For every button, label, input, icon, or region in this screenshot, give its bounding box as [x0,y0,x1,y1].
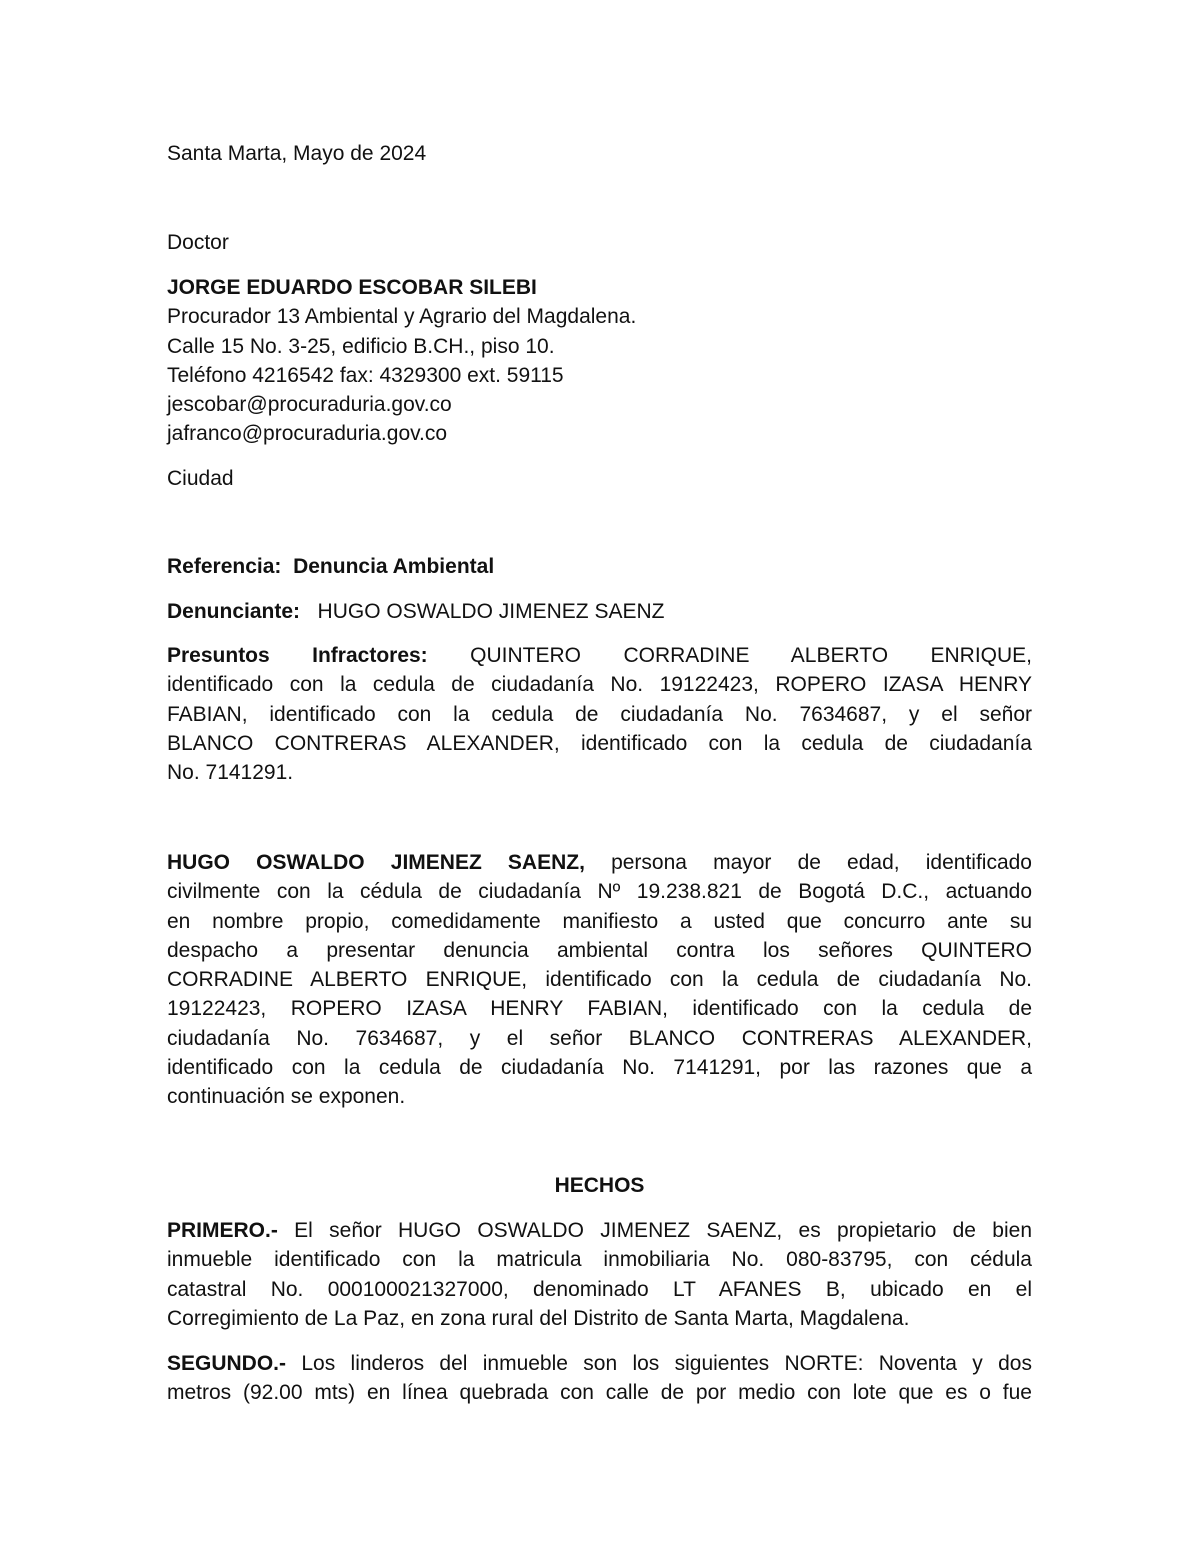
intro-line: civilmente con la cédula de ciudadanía Nº 19.238.821 de Bogotá D.C., actuando [167,880,1032,904]
recipient-email-2: jafranco@procuraduria.gov.co [167,422,448,446]
offenders-line [167,641,1032,670]
complainant-text [167,597,1032,626]
recipient-title: Procurador 13 Ambiental y Agrario del Magdalena. [167,305,637,329]
intro-line: ciudadanía No. 7634687, y el señor BLANCO CONTRERAS ALEXANDER, [167,1026,1032,1050]
reference-value: Denuncia Ambiental [293,555,495,578]
reference-label: Referencia: [167,555,282,578]
intro-paragraph [167,848,1032,1112]
intro-line-text: persona mayor de edad, identificado [611,851,1032,874]
recipient-block [167,273,1032,449]
fact-first-paragraph [167,1216,1032,1333]
reference-line [167,552,1032,581]
intro-line [167,848,1032,877]
offenders-line-text: QUINTERO CORRADINE ALBERTO ENRIQUE, [470,644,1032,667]
recipient-phone: Teléfono 4216542 fax: 4329300 ext. 59115 [167,363,564,387]
fact-first-line: Corregimiento de La Paz, en zona rural del Distrito de Santa Marta, Magdalena. [167,1306,910,1330]
salutation-text: Doctor [167,231,229,254]
offenders-label: Presuntos Infractores: [167,644,428,667]
fact-second-line: metros (92.00 mts) en línea quebrada con calle de por medio con lote que es o fue [167,1381,1032,1405]
fact-second-line-text: Los linderos del inmueble son los siguientes NORTE: Noventa y dos [301,1352,1032,1375]
intro-name: HUGO OSWALDO JIMENEZ SAENZ, [167,851,585,874]
complainant-line [167,597,1032,626]
facts-heading-block [167,1171,1032,1200]
fact-first-line-text: El señor HUGO OSWALDO JIMENEZ SAENZ, es propietario de bien [294,1219,1032,1242]
intro-line: identificado con la cedula de ciudadanía No. 7141291, por las razones que a [167,1056,1032,1080]
reference-text [167,552,1032,581]
offenders-line: FABIAN, identificado con la cedula de ciudadanía No. 7634687, y el señor [167,702,1032,726]
recipient-address: Calle 15 No. 3-25, edificio B.CH., piso 10. [167,334,555,358]
intro-line: 19122423, ROPERO IZASA HENRY FABIAN, identificado con la cedula de [167,997,1032,1021]
intro-line: despacho a presentar denuncia ambiental contra los señores QUINTERO [167,938,1032,962]
city [167,464,1032,493]
fact-first-label: PRIMERO.- [167,1219,278,1242]
recipient-name: JORGE EDUARDO ESCOBAR SILEBI [167,276,537,299]
place-date-text: Santa Marta, Mayo de 2024 [167,142,427,165]
offenders-paragraph [167,641,1032,787]
complainant-label: Denunciante: [167,600,301,623]
intro-line: en nombre propio, comedidamente manifiesto a usted que concurro ante su [167,909,1032,933]
fact-second-line [167,1349,1032,1378]
city-text: Ciudad [167,467,234,490]
intro-line: CORRADINE ALBERTO ENRIQUE, identificado con la cedula de ciudadanía No. [167,968,1032,992]
fact-second-paragraph [167,1349,1032,1408]
fact-first-line: catastral No. 000100021327000, denominado LT AFANES B, ubicado en el [167,1277,1032,1301]
fact-first-line: inmueble identificado con la matricula inmobiliaria No. 080-83795, con cédula [167,1248,1032,1272]
place-date [167,139,1032,168]
offenders-line: No. 7141291. [167,761,294,785]
intro-line: continuación se exponen. [167,1085,406,1109]
recipient-email-1: jescobar@procuraduria.gov.co [167,393,452,417]
facts-heading: HECHOS [554,1174,645,1197]
complainant-value: HUGO OSWALDO JIMENEZ SAENZ [317,600,665,623]
offenders-line: BLANCO CONTRERAS ALEXANDER, identificado con la cedula de ciudadanía [167,731,1032,755]
salutation [167,228,1032,257]
offenders-line: identificado con la cedula de ciudadanía No. 19122423, ROPERO IZASA HENRY [167,673,1032,697]
fact-first-line [167,1216,1032,1245]
fact-second-label: SEGUNDO.- [167,1352,287,1375]
